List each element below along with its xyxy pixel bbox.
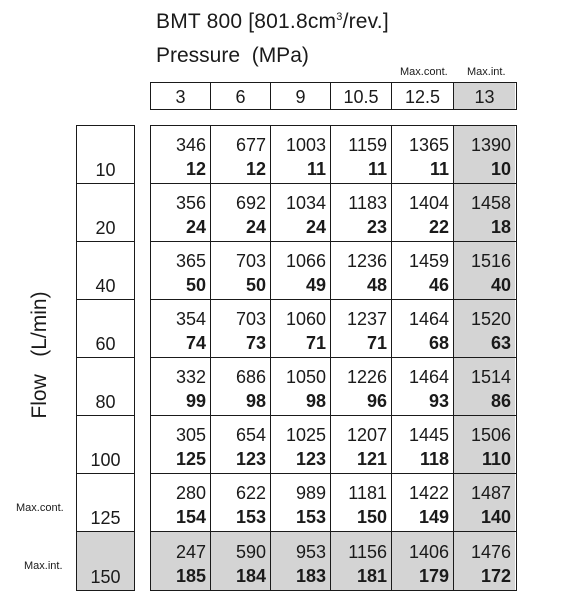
flow-cell: 80 (77, 358, 134, 416)
speed-value: 23 (366, 217, 387, 237)
speed-value: 153 (295, 507, 326, 527)
torque-value: 703 (235, 309, 266, 329)
torque-value: 346 (175, 135, 206, 155)
speed-value: 183 (295, 566, 326, 586)
torque-value: 356 (175, 193, 206, 213)
torque-value: 1003 (285, 135, 326, 155)
torque-value: 1406 (408, 542, 449, 562)
table-title (156, 10, 389, 34)
grid-cell (392, 184, 454, 241)
grid-cell (271, 242, 331, 299)
torque-value: 247 (175, 542, 206, 562)
grid-cell (151, 300, 211, 357)
grid-cell (151, 242, 211, 299)
speed-value: 68 (428, 333, 449, 353)
flow-cell: 100 (77, 416, 134, 474)
grid-cell (454, 242, 515, 299)
grid-cell (454, 474, 515, 531)
max-int-note-flow: Max.int. (24, 560, 63, 572)
torque-value: 1181 (348, 483, 387, 503)
speed-value: 11 (367, 159, 387, 179)
grid-cell (331, 126, 392, 183)
grid-cell (271, 474, 331, 531)
grid-cell (392, 474, 454, 531)
grid-cell (454, 126, 515, 183)
torque-value: 305 (175, 425, 206, 445)
speed-value: 99 (185, 391, 206, 411)
grid-cell (271, 358, 331, 415)
torque-value: 1390 (470, 135, 511, 155)
title-superscript: 3 (336, 11, 343, 23)
speed-value: 71 (366, 333, 387, 353)
grid-cell (271, 184, 331, 241)
torque-value: 1404 (408, 193, 449, 213)
torque-value: 1459 (408, 251, 449, 271)
table-row (151, 532, 516, 590)
speed-value: 63 (490, 333, 511, 353)
grid-cell (211, 126, 271, 183)
torque-value: 332 (175, 367, 206, 387)
flow-cell: 20 (77, 184, 134, 242)
pressure-header-cell: 6 (211, 83, 271, 109)
speed-value: 12 (185, 159, 206, 179)
speed-value: 153 (235, 507, 266, 527)
grid-cell (331, 184, 392, 241)
grid-cell (331, 242, 392, 299)
grid-cell (151, 358, 211, 415)
speed-value: 125 (175, 449, 206, 469)
grid-cell (392, 300, 454, 357)
title-model: BMT 800 [801.8cm (156, 10, 337, 33)
speed-value: 24 (305, 217, 326, 237)
speed-value: 93 (428, 391, 449, 411)
speed-value: 22 (428, 217, 449, 237)
torque-value: 1060 (285, 309, 326, 329)
torque-value: 703 (235, 251, 266, 271)
table-row (151, 242, 516, 300)
max-cont-note-pressure: Max.cont. (400, 66, 448, 78)
performance-grid (150, 125, 517, 591)
torque-value: 1520 (470, 309, 511, 329)
torque-value: 1050 (285, 367, 326, 387)
flow-column (76, 125, 135, 591)
speed-value: 154 (175, 507, 206, 527)
torque-value: 1487 (470, 483, 511, 503)
torque-value: 280 (175, 483, 206, 503)
speed-value: 40 (490, 275, 511, 295)
torque-value: 1514 (470, 367, 511, 387)
pressure-axis-label: Pressure (MPa) (156, 44, 309, 67)
grid-cell (211, 300, 271, 357)
torque-value: 686 (235, 367, 266, 387)
grid-cell (211, 416, 271, 473)
speed-value: 11 (306, 159, 326, 179)
torque-value: 1422 (408, 483, 449, 503)
speed-value: 71 (305, 333, 326, 353)
flow-cell: 10 (77, 126, 134, 184)
torque-value: 622 (235, 483, 266, 503)
speed-value: 150 (356, 507, 387, 527)
grid-cell (271, 300, 331, 357)
torque-value: 1476 (470, 542, 511, 562)
torque-value: 1365 (408, 135, 449, 155)
grid-cell (331, 532, 392, 590)
speed-value: 140 (480, 507, 511, 527)
flow-cell: 150 (77, 532, 134, 590)
grid-cell (271, 416, 331, 473)
speed-value: 181 (356, 566, 387, 586)
torque-value: 1207 (346, 425, 387, 445)
grid-cell (331, 358, 392, 415)
torque-value: 1226 (346, 367, 387, 387)
speed-value: 50 (185, 275, 206, 295)
speed-value: 184 (235, 566, 266, 586)
grid-cell (151, 532, 211, 590)
speed-value: 123 (295, 449, 326, 469)
max-cont-note-flow: Max.cont. (16, 502, 64, 514)
torque-value: 989 (295, 483, 326, 503)
title-suffix: /rev.] (342, 10, 389, 33)
flow-cell: 60 (77, 300, 134, 358)
grid-cell (454, 416, 515, 473)
table-row (151, 358, 516, 416)
grid-cell (454, 358, 515, 415)
torque-value: 692 (235, 193, 266, 213)
torque-value: 365 (175, 251, 206, 271)
speed-value: 149 (418, 507, 449, 527)
grid-cell (271, 532, 331, 590)
table-row (151, 184, 516, 242)
grid-cell (392, 416, 454, 473)
table-row (151, 126, 516, 184)
grid-cell (151, 184, 211, 241)
torque-value: 1516 (470, 251, 511, 271)
grid-cell (211, 242, 271, 299)
speed-value: 86 (490, 391, 511, 411)
speed-value: 50 (245, 275, 266, 295)
speed-value: 123 (235, 449, 266, 469)
grid-cell (454, 184, 515, 241)
torque-value: 1159 (348, 135, 387, 155)
grid-cell (271, 126, 331, 183)
torque-value: 1458 (470, 193, 511, 213)
max-int-note-pressure: Max.int. (467, 66, 506, 78)
grid-cell (331, 474, 392, 531)
speed-value: 10 (490, 159, 511, 179)
grid-cell (211, 184, 271, 241)
pressure-header-cell: 13 (454, 83, 515, 109)
grid-cell (331, 416, 392, 473)
torque-value: 1506 (470, 425, 511, 445)
speed-value: 98 (305, 391, 326, 411)
torque-value: 654 (235, 425, 266, 445)
flow-cell: 40 (77, 242, 134, 300)
grid-cell (392, 358, 454, 415)
grid-cell (454, 300, 515, 357)
torque-value: 677 (235, 135, 266, 155)
flow-axis-label: Flow (L/min) (28, 291, 51, 419)
pressure-header-row (150, 82, 517, 110)
torque-value: 1025 (285, 425, 326, 445)
speed-value: 118 (419, 449, 449, 469)
speed-value: 46 (428, 275, 449, 295)
speed-value: 73 (245, 333, 266, 353)
pressure-header-cell: 3 (151, 83, 211, 109)
grid-cell (392, 242, 454, 299)
speed-value: 96 (366, 391, 387, 411)
speed-value: 18 (490, 217, 511, 237)
speed-value: 49 (305, 275, 326, 295)
pressure-header-cell: 9 (271, 83, 331, 109)
speed-value: 24 (185, 217, 206, 237)
torque-value: 1237 (346, 309, 387, 329)
speed-value: 11 (429, 159, 449, 179)
torque-value: 590 (235, 542, 266, 562)
torque-value: 1464 (408, 367, 449, 387)
torque-value: 1066 (285, 251, 326, 271)
pressure-header-cell: 10.5 (331, 83, 392, 109)
grid-cell (211, 474, 271, 531)
torque-value: 1156 (348, 542, 387, 562)
torque-value: 1034 (285, 193, 326, 213)
grid-cell (151, 474, 211, 531)
speed-value: 179 (418, 566, 449, 586)
grid-cell (454, 532, 515, 590)
torque-value: 953 (295, 542, 326, 562)
speed-value: 121 (356, 449, 387, 469)
grid-cell (211, 532, 271, 590)
torque-value: 1464 (408, 309, 449, 329)
speed-value: 74 (185, 333, 206, 353)
table-row (151, 300, 516, 358)
grid-cell (151, 126, 211, 183)
flow-cell: 125 (77, 474, 134, 532)
torque-value: 1183 (348, 193, 387, 213)
speed-value: 172 (480, 566, 511, 586)
torque-value: 1236 (346, 251, 387, 271)
grid-cell (331, 300, 392, 357)
speed-value: 185 (175, 566, 206, 586)
speed-value: 12 (245, 159, 266, 179)
speed-value: 110 (481, 449, 511, 469)
table-row (151, 416, 516, 474)
speed-value: 24 (245, 217, 266, 237)
grid-cell (151, 416, 211, 473)
pressure-header-cell: 12.5 (392, 83, 454, 109)
grid-cell (392, 532, 454, 590)
table-row (151, 474, 516, 532)
speed-value: 48 (366, 275, 387, 295)
torque-value: 1445 (408, 425, 449, 445)
grid-cell (392, 126, 454, 183)
grid-cell (211, 358, 271, 415)
speed-value: 98 (245, 391, 266, 411)
torque-value: 354 (175, 309, 206, 329)
